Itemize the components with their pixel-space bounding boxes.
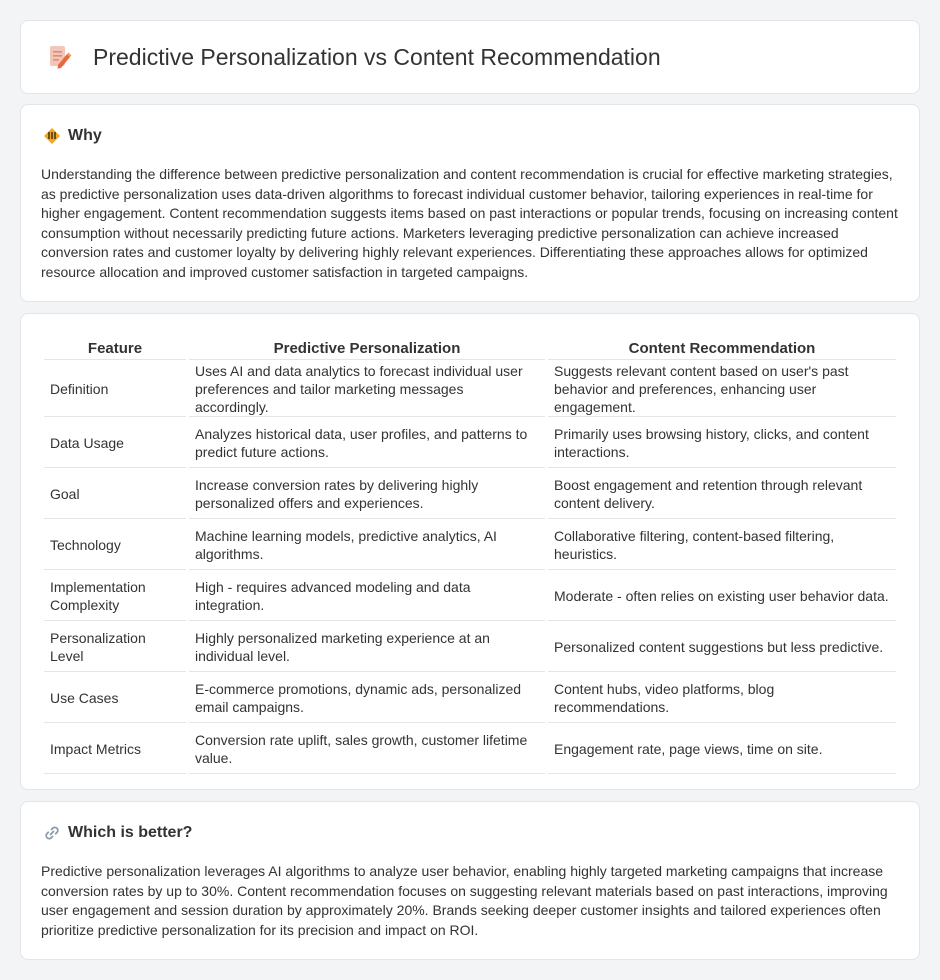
recommendation-cell: Personalized content suggestions but less predictive. xyxy=(548,623,896,672)
recommendation-cell: Content hubs, video platforms, blog recommendations. xyxy=(548,674,896,723)
feature-cell: Technology xyxy=(44,521,186,570)
feature-cell: Impact Metrics xyxy=(44,725,186,774)
why-section xyxy=(20,104,920,302)
table-row xyxy=(44,725,896,774)
recommendation-cell: Collaborative filtering, content-based filtering, heuristics. xyxy=(548,521,896,570)
predictive-cell: Uses AI and data analytics to forecast individual user preferences and tailor marketing messages accordingly. xyxy=(189,362,545,417)
which-is-better-title: Which is better? xyxy=(68,824,193,841)
document-pencil-icon xyxy=(45,43,73,71)
table-row xyxy=(44,419,896,468)
feature-cell: Definition xyxy=(44,362,186,417)
which-is-better-text: Predictive personalization leverages AI algorithms to analyze user behavior, enabling highly targeted marketing campaigns that increase conversion rates by up to 30%. Content recommendation focuses on suggesting relevant materials based on past interactions, improving user engagement and session duration by approximately 20%. Brands seeking deeper customer insights and tailored experiences often prioritize predictive personalization for its precision and impact on ROI. xyxy=(41,863,888,938)
recommendation-cell: Engagement rate, page views, time on site. xyxy=(548,725,896,774)
table-row xyxy=(44,362,896,417)
recommendation-cell: Moderate - often relies on existing user behavior data. xyxy=(548,572,896,621)
table-row xyxy=(44,470,896,519)
header-card xyxy=(20,20,920,94)
feature-cell: Use Cases xyxy=(44,674,186,723)
diamond-warning-icon xyxy=(43,127,61,145)
table-header-row xyxy=(44,336,896,360)
predictive-cell: Highly personalized marketing experience at an individual level. xyxy=(189,623,545,672)
table-row xyxy=(44,623,896,672)
feature-cell: Implementation Complexity xyxy=(44,572,186,621)
predictive-cell: Conversion rate uplift, sales growth, customer lifetime value. xyxy=(189,725,545,774)
why-title: Why xyxy=(68,127,102,144)
feature-cell: Goal xyxy=(44,470,186,519)
column-header-predictive-personalization: Predictive Personalization xyxy=(189,336,545,360)
why-text: Understanding the difference between predictive personalization and content recommendation is crucial for effective marketing strategies, as predictive personalization uses data-driven algorithms to forecast individual customer behavior, tailoring experiences in real-time for higher engagement. Content recommendation suggests items based on past interactions or popular trends, focusing on increasing content consumption without necessarily predicting future actions. Marketers leveraging predictive personalization can achieve increased conversion rates and customer loyalty by delivering highly relevant experiences. Differentiating these approaches allows for optimized resource allocation and improved customer satisfaction in targeted campaigns. xyxy=(41,166,898,280)
column-header-feature: Feature xyxy=(44,336,186,360)
feature-cell: Data Usage xyxy=(44,419,186,468)
comparison-table xyxy=(41,334,899,776)
feature-cell: Personalization Level xyxy=(44,623,186,672)
predictive-cell: High - requires advanced modeling and data integration. xyxy=(189,572,545,621)
which-is-better-section xyxy=(20,801,920,960)
table-row xyxy=(44,572,896,621)
table-row xyxy=(44,674,896,723)
predictive-cell: Analyzes historical data, user profiles, and patterns to predict future actions. xyxy=(189,419,545,468)
predictive-cell: E-commerce promotions, dynamic ads, personalized email campaigns. xyxy=(189,674,545,723)
comparison-table-card xyxy=(20,313,920,790)
link-icon xyxy=(43,824,61,842)
predictive-cell: Increase conversion rates by delivering highly personalized offers and experiences. xyxy=(189,470,545,519)
recommendation-cell: Primarily uses browsing history, clicks, and content interactions. xyxy=(548,419,896,468)
column-header-content-recommendation: Content Recommendation xyxy=(548,336,896,360)
predictive-cell: Machine learning models, predictive analytics, AI algorithms. xyxy=(189,521,545,570)
recommendation-cell: Boost engagement and retention through relevant content delivery. xyxy=(548,470,896,519)
recommendation-cell: Suggests relevant content based on user's past behavior and preferences, enhancing user engagement. xyxy=(548,362,896,417)
page-title: Predictive Personalization vs Content Recommendation xyxy=(93,43,661,70)
table-row xyxy=(44,521,896,570)
